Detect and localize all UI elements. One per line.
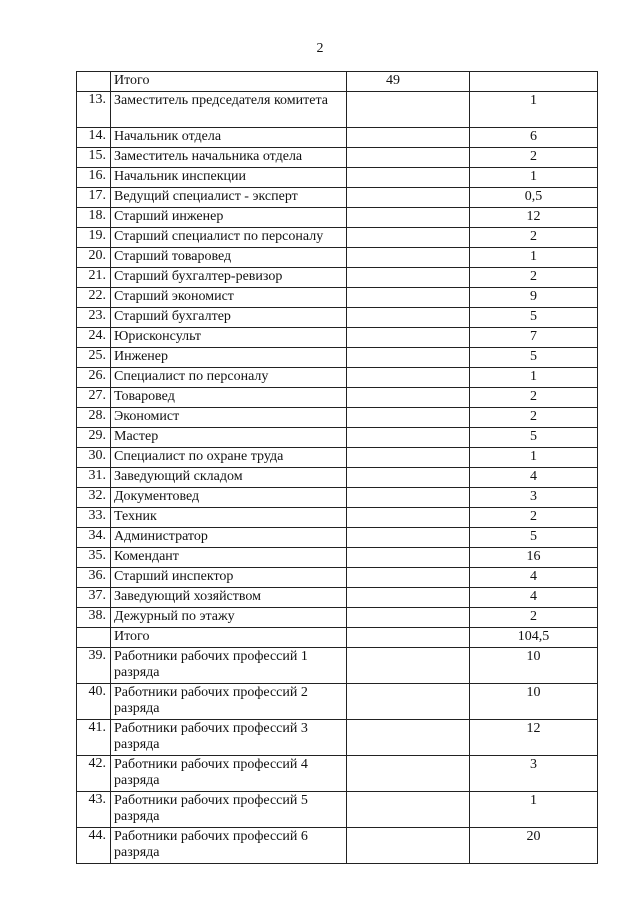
total-row-first: [77, 72, 598, 92]
empty-cell: [347, 328, 470, 348]
quantity: 20: [470, 828, 598, 864]
position-name: Комендант: [111, 548, 347, 568]
position-name: Старший инспектор: [111, 568, 347, 588]
total-row-second: [77, 628, 598, 648]
position-name: Ведущий специалист - эксперт: [111, 188, 347, 208]
quantity: 2: [470, 388, 598, 408]
row-number: 23.: [77, 308, 111, 328]
table-row: [77, 828, 598, 864]
quantity: 5: [470, 308, 598, 328]
row-number: 17.: [77, 188, 111, 208]
table-row: [77, 568, 598, 588]
table-row: [77, 188, 598, 208]
quantity: 1: [470, 92, 598, 128]
row-number: 33.: [77, 508, 111, 528]
row-number: 27.: [77, 388, 111, 408]
empty-cell: [347, 248, 470, 268]
table-row: [77, 128, 598, 148]
empty-cell: [347, 528, 470, 548]
quantity: 1: [470, 248, 598, 268]
row-number: 41.: [77, 720, 111, 756]
row-number: 44.: [77, 828, 111, 864]
row-number: 14.: [77, 128, 111, 148]
empty-cell: [347, 568, 470, 588]
quantity: 10: [470, 684, 598, 720]
position-name: Старший бухгалтер: [111, 308, 347, 328]
total-label: Итого: [111, 72, 347, 92]
table-row: [77, 208, 598, 228]
empty-cell: [347, 308, 470, 328]
position-name: Заведующий хозяйством: [111, 588, 347, 608]
row-number: 43.: [77, 792, 111, 828]
empty-cell: [347, 408, 470, 428]
table-row: [77, 720, 598, 756]
position-name: Товаровед: [111, 388, 347, 408]
row-number: 30.: [77, 448, 111, 468]
quantity: 4: [470, 568, 598, 588]
row-number: 32.: [77, 488, 111, 508]
position-name: Специалист по персоналу: [111, 368, 347, 388]
empty-cell: [347, 508, 470, 528]
quantity: 4: [470, 588, 598, 608]
row-number: 22.: [77, 288, 111, 308]
empty-cell: [347, 608, 470, 628]
table-row: [77, 448, 598, 468]
table-row: [77, 548, 598, 568]
quantity: 10: [470, 648, 598, 684]
table-row: [77, 488, 598, 508]
empty-cell: [347, 268, 470, 288]
empty-cell: [347, 208, 470, 228]
empty-cell: [347, 228, 470, 248]
position-name: Старший товаровед: [111, 248, 347, 268]
empty-cell: [347, 128, 470, 148]
row-number: 25.: [77, 348, 111, 368]
row-number: 26.: [77, 368, 111, 388]
position-name: Инженер: [111, 348, 347, 368]
table-row: [77, 792, 598, 828]
position-name: Работники рабочих профессий 2 разряда: [111, 684, 347, 720]
position-name: Старший инженер: [111, 208, 347, 228]
quantity-cell: [470, 72, 598, 92]
row-number: 19.: [77, 228, 111, 248]
row-number: 31.: [77, 468, 111, 488]
quantity: 1: [470, 448, 598, 468]
quantity: 1: [470, 368, 598, 388]
empty-cell: [347, 628, 470, 648]
empty-cell: [347, 488, 470, 508]
position-name: Работники рабочих профессий 6 разряда: [111, 828, 347, 864]
quantity: 5: [470, 428, 598, 448]
empty-cell: [347, 388, 470, 408]
row-number-cell: [77, 72, 111, 92]
table-row: [77, 288, 598, 308]
quantity: 5: [470, 348, 598, 368]
position-name: Экономист: [111, 408, 347, 428]
quantity: 2: [470, 608, 598, 628]
position-name: Мастер: [111, 428, 347, 448]
empty-cell: [347, 92, 470, 128]
row-number: 34.: [77, 528, 111, 548]
position-name: Заведующий складом: [111, 468, 347, 488]
table-row: [77, 684, 598, 720]
position-name: Специалист по охране труда: [111, 448, 347, 468]
table-row: [77, 588, 598, 608]
position-name: Работники рабочих профессий 1 разряда: [111, 648, 347, 684]
row-number: 18.: [77, 208, 111, 228]
position-name: Старший экономист: [111, 288, 347, 308]
row-number: 38.: [77, 608, 111, 628]
table-row: [77, 368, 598, 388]
empty-cell: [347, 756, 470, 792]
quantity: 1: [470, 792, 598, 828]
table-row: [77, 508, 598, 528]
empty-cell: [347, 168, 470, 188]
row-number: 29.: [77, 428, 111, 448]
position-name: Работники рабочих профессий 3 разряда: [111, 720, 347, 756]
table-row: [77, 756, 598, 792]
table-row: [77, 408, 598, 428]
total-value: 49: [347, 72, 470, 92]
quantity: 3: [470, 756, 598, 792]
empty-cell: [347, 428, 470, 448]
quantity: 9: [470, 288, 598, 308]
empty-cell: [347, 684, 470, 720]
empty-cell: [347, 548, 470, 568]
table-row: [77, 348, 598, 368]
table-row: [77, 308, 598, 328]
table-row: [77, 428, 598, 448]
row-number: 28.: [77, 408, 111, 428]
position-name: Администратор: [111, 528, 347, 548]
position-name: Старший бухгалтер-ревизор: [111, 268, 347, 288]
empty-cell: [347, 468, 470, 488]
quantity: 4: [470, 468, 598, 488]
row-number: 39.: [77, 648, 111, 684]
empty-cell: [347, 188, 470, 208]
position-name: Техник: [111, 508, 347, 528]
table-row: [77, 228, 598, 248]
quantity: 2: [470, 508, 598, 528]
row-number: 15.: [77, 148, 111, 168]
table-row: [77, 148, 598, 168]
table-row: [77, 608, 598, 628]
row-number: 37.: [77, 588, 111, 608]
row-number: 20.: [77, 248, 111, 268]
position-name: Работники рабочих профессий 5 разряда: [111, 792, 347, 828]
row-number: 21.: [77, 268, 111, 288]
quantity: 2: [470, 408, 598, 428]
table-row: [77, 92, 598, 128]
position-name: Начальник отдела: [111, 128, 347, 148]
quantity: 12: [470, 208, 598, 228]
quantity: 2: [470, 228, 598, 248]
row-number: 16.: [77, 168, 111, 188]
row-number: 36.: [77, 568, 111, 588]
position-name: Старший специалист по персоналу: [111, 228, 347, 248]
quantity: 12: [470, 720, 598, 756]
empty-cell: [347, 792, 470, 828]
total-label: Итого: [111, 628, 347, 648]
empty-cell: [347, 720, 470, 756]
quantity: 1: [470, 168, 598, 188]
table-row: [77, 528, 598, 548]
quantity: 7: [470, 328, 598, 348]
position-name: Дежурный по этажу: [111, 608, 347, 628]
table-row: [77, 328, 598, 348]
quantity: 0,5: [470, 188, 598, 208]
empty-cell: [347, 448, 470, 468]
quantity: 5: [470, 528, 598, 548]
position-name: Документовед: [111, 488, 347, 508]
empty-cell: [347, 588, 470, 608]
table-row: [77, 388, 598, 408]
empty-cell: [347, 348, 470, 368]
empty-cell: [347, 288, 470, 308]
table-row: [77, 648, 598, 684]
row-number-cell: [77, 628, 111, 648]
position-name: Работники рабочих профессий 4 разряда: [111, 756, 347, 792]
quantity: 2: [470, 148, 598, 168]
position-name: Заместитель председателя комитета: [111, 92, 347, 128]
empty-cell: [347, 648, 470, 684]
table-row: [77, 248, 598, 268]
table-row: [77, 268, 598, 288]
empty-cell: [347, 368, 470, 388]
empty-cell: [347, 148, 470, 168]
staff-table: [76, 71, 598, 864]
position-name: Начальник инспекции: [111, 168, 347, 188]
row-number: 24.: [77, 328, 111, 348]
empty-cell: [347, 828, 470, 864]
position-name: Юрисконсульт: [111, 328, 347, 348]
quantity: 2: [470, 268, 598, 288]
row-number: 40.: [77, 684, 111, 720]
total-value: 104,5: [470, 628, 598, 648]
row-number: 42.: [77, 756, 111, 792]
quantity: 6: [470, 128, 598, 148]
row-number: 35.: [77, 548, 111, 568]
quantity: 16: [470, 548, 598, 568]
page-number: 2: [316, 41, 324, 56]
table-row: [77, 168, 598, 188]
table-row: [77, 468, 598, 488]
quantity: 3: [470, 488, 598, 508]
row-number: 13.: [77, 92, 111, 128]
position-name: Заместитель начальника отдела: [111, 148, 347, 168]
